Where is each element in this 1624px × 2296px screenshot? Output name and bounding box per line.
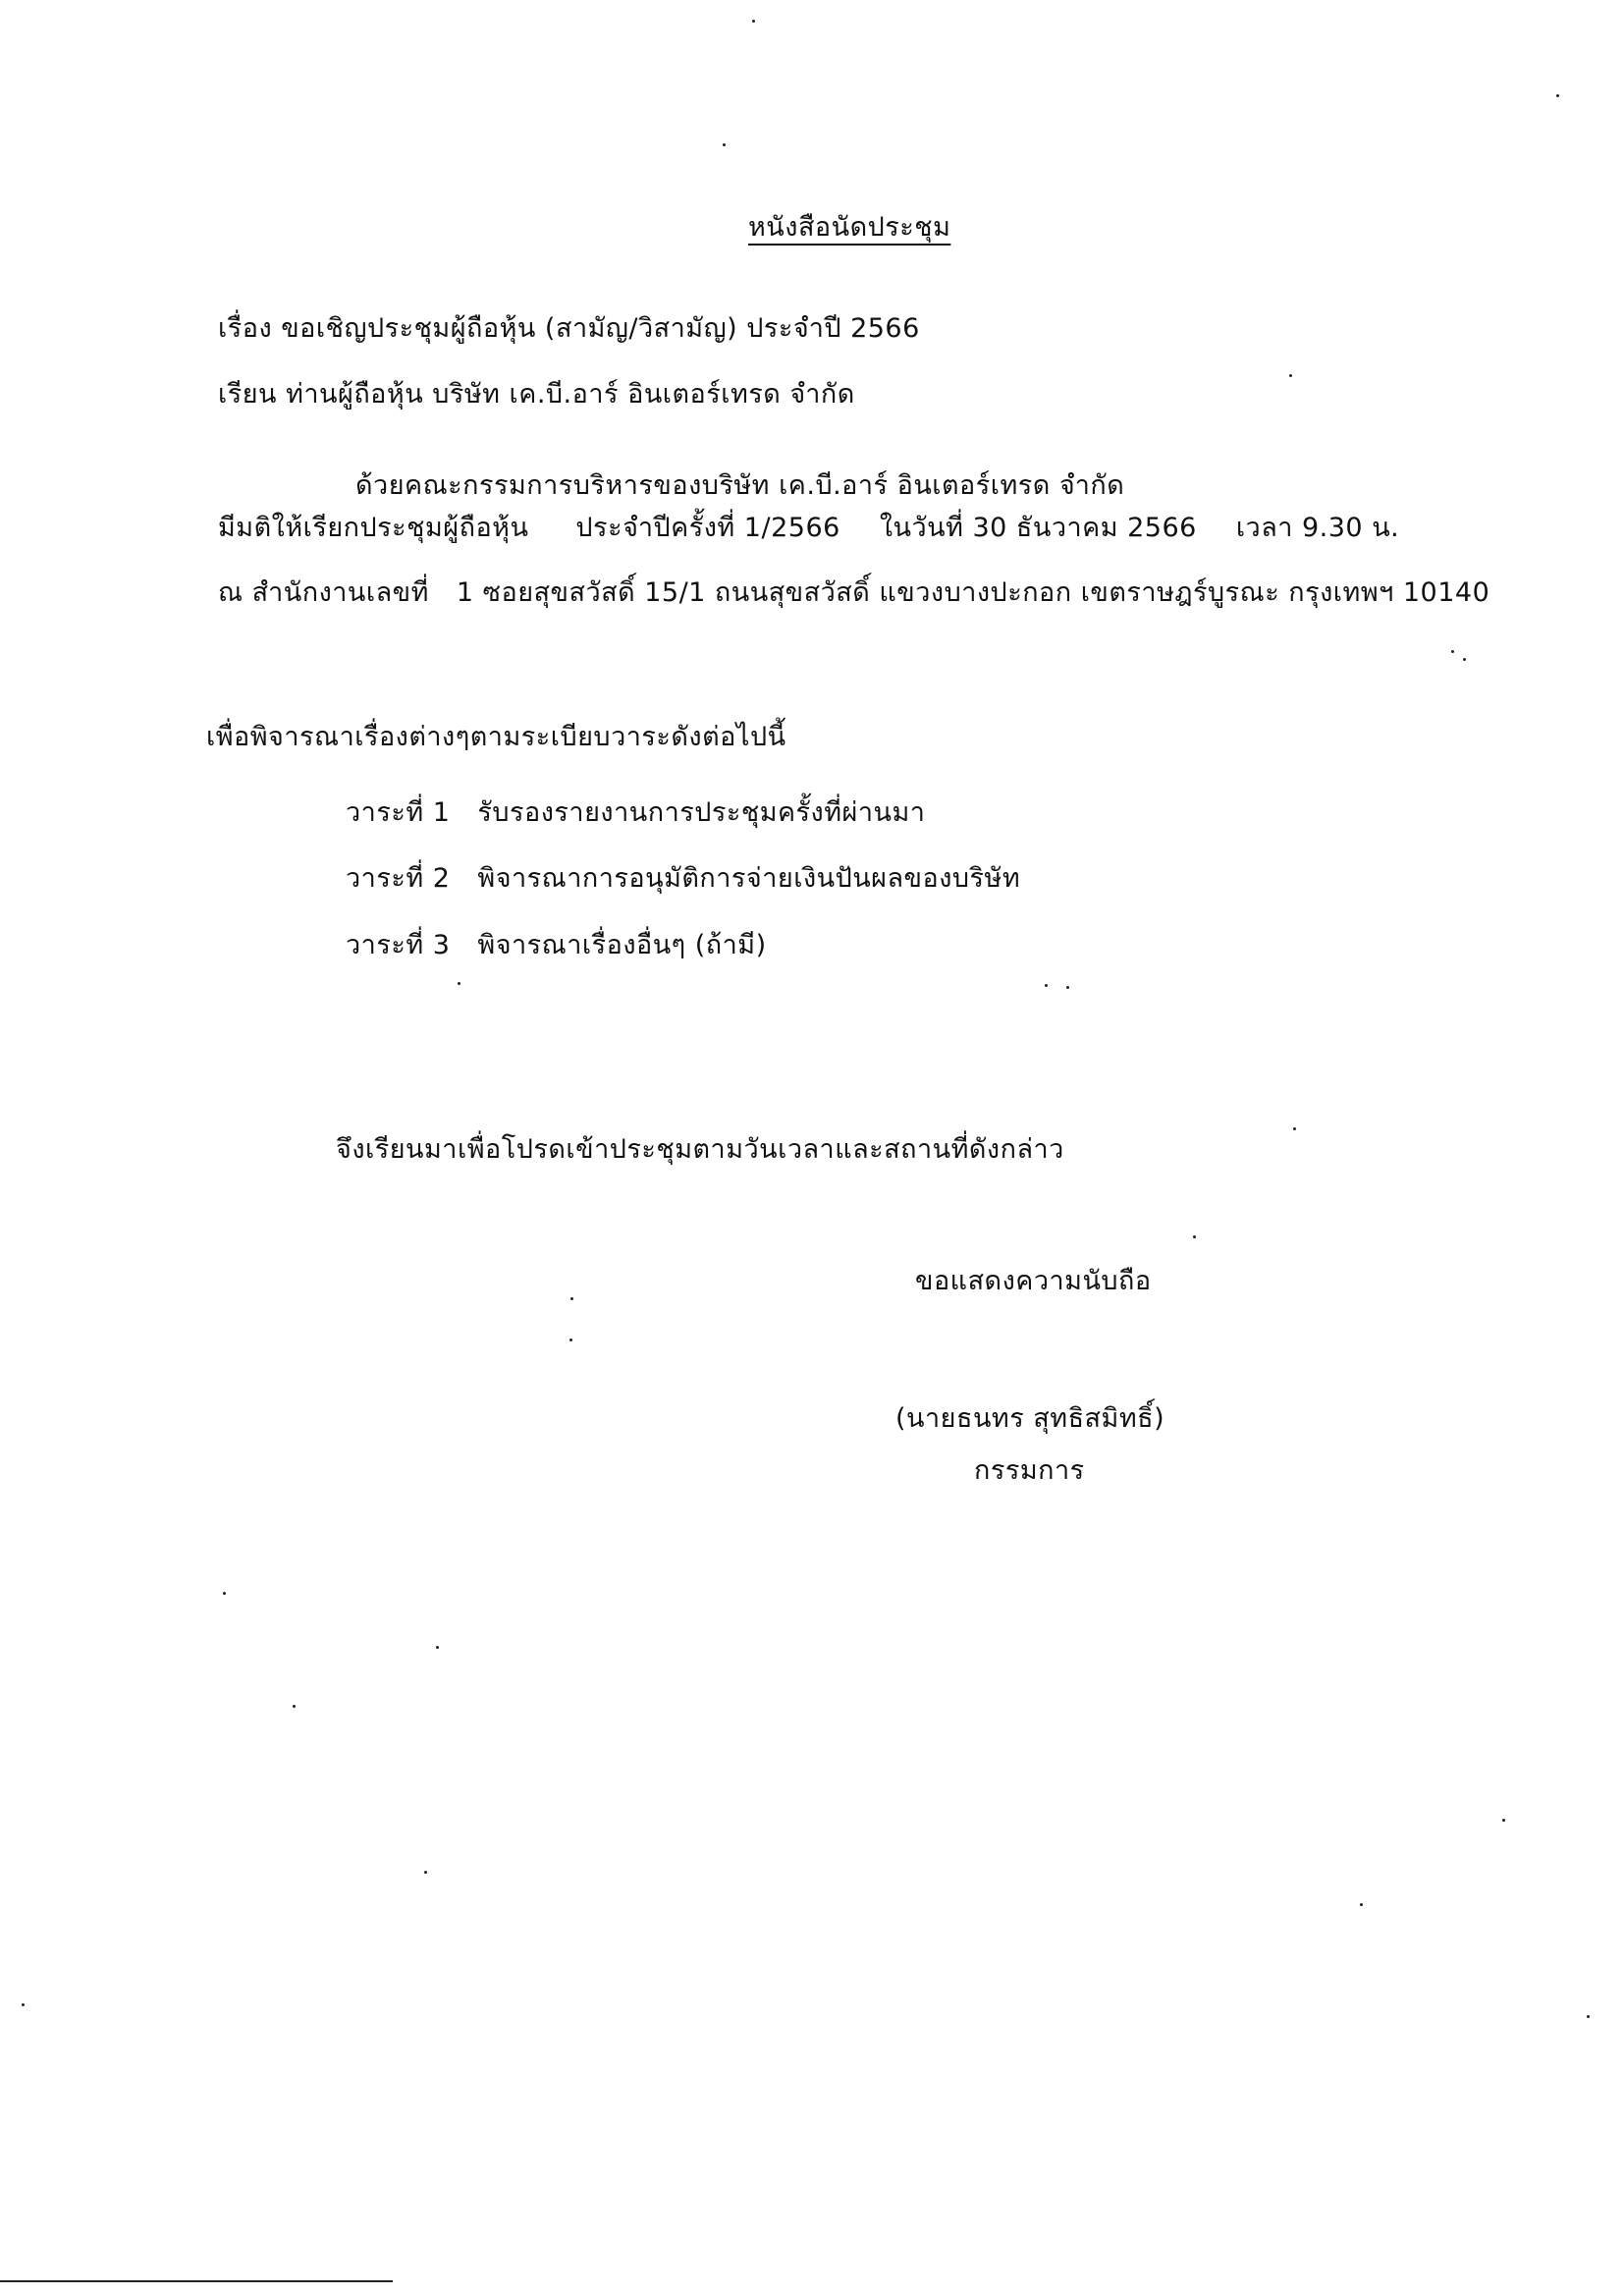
- signer-name: (นายธนทร สุทธิสมิทธิ์): [895, 1403, 1165, 1434]
- resolution-text: มีมติให้เรียกประชุมผู้ถือหุ้น: [218, 513, 529, 543]
- agenda-label: วาระที่ 3: [346, 930, 451, 960]
- meeting-date: ในวันที่ 30 ธันวาคม 2566: [879, 513, 1197, 543]
- agenda-item: [346, 859, 1020, 899]
- agenda-text: พิจารณาเรื่องอื่นๆ (ถ้ามี): [477, 930, 767, 960]
- body-line-3: [218, 574, 1489, 613]
- subject-line: เรื่อง ขอเชิญประชุมผู้ถือหุ้น (สามัญ/วิสามัญ) ประจำปี 2566: [218, 313, 920, 344]
- bottom-rule: [0, 2280, 393, 2282]
- agenda-label: วาระที่ 2: [346, 863, 451, 894]
- scan-speck: [293, 1705, 296, 1708]
- closing-line: จึงเรียนมาเพื่อโปรดเข้าประชุมตามวันเวลาและสถานที่ดังกล่าว: [336, 1134, 1064, 1165]
- scan-speck: [436, 1646, 439, 1649]
- scan-speck: [1066, 986, 1069, 989]
- scan-speck: [1451, 650, 1454, 653]
- scan-speck: [1360, 1903, 1363, 1906]
- scan-speck: [1293, 1127, 1296, 1130]
- agenda-text: รับรองรายงานการประชุมครั้งที่ผ่านมา: [477, 797, 926, 828]
- office-label: ณ สำนักงานเลขที่: [218, 577, 429, 608]
- scan-speck: [752, 20, 755, 23]
- agenda-text: พิจารณาการอนุมัติการจ่ายเงินปันผลของบริษัท: [477, 863, 1021, 894]
- meeting-time: เวลา 9.30 น.: [1235, 513, 1400, 543]
- meeting-number: ประจำปีครั้งที่ 1/2566: [575, 513, 840, 543]
- signer-position: กรรมการ: [974, 1455, 1085, 1486]
- recipient-line: เรียน ท่านผู้ถือหุ้น บริษัท เค.บี.อาร์ อินเตอร์เทรด จำกัด: [218, 379, 855, 410]
- scan-speck: [1045, 984, 1048, 987]
- scan-speck: [1556, 94, 1559, 97]
- body-line-1: ด้วยคณะกรรมการบริหารของบริษัท เค.บี.อาร์ อินเตอร์เทรด จำกัด: [355, 470, 1125, 501]
- scan-speck: [1193, 1235, 1196, 1238]
- scan-speck: [569, 1339, 572, 1341]
- scan-speck: [424, 1871, 427, 1874]
- agenda-intro: เพื่อพิจารณาเรื่องต่างๆตามระเบียบวาระดังต่อไปนี้: [206, 722, 786, 752]
- scan-speck: [723, 143, 726, 146]
- scan-speck: [1289, 374, 1292, 377]
- scan-speck: [1463, 658, 1466, 661]
- regards: ขอแสดงความนับถือ: [915, 1266, 1152, 1296]
- scan-speck: [570, 1297, 573, 1300]
- agenda-item: [346, 793, 925, 833]
- scan-speck: [1502, 1819, 1505, 1822]
- scan-speck: [1587, 2015, 1590, 2018]
- scan-speck: [458, 982, 460, 985]
- scan-speck: [223, 1592, 226, 1595]
- meeting-address: 1 ซอยสุขสวัสดิ์ 15/1 ถนนสุขสวัสดิ์ แขวงบางปะกอก เขตราษฎร์บูรณะ กรุงเทพฯ 10140: [456, 577, 1490, 608]
- agenda-item: [346, 926, 767, 965]
- body-line-2: [218, 509, 1399, 548]
- scan-speck: [22, 2003, 25, 2006]
- agenda-label: วาระที่ 1: [346, 797, 451, 828]
- document-title: หนังสือนัดประชุม: [748, 212, 951, 243]
